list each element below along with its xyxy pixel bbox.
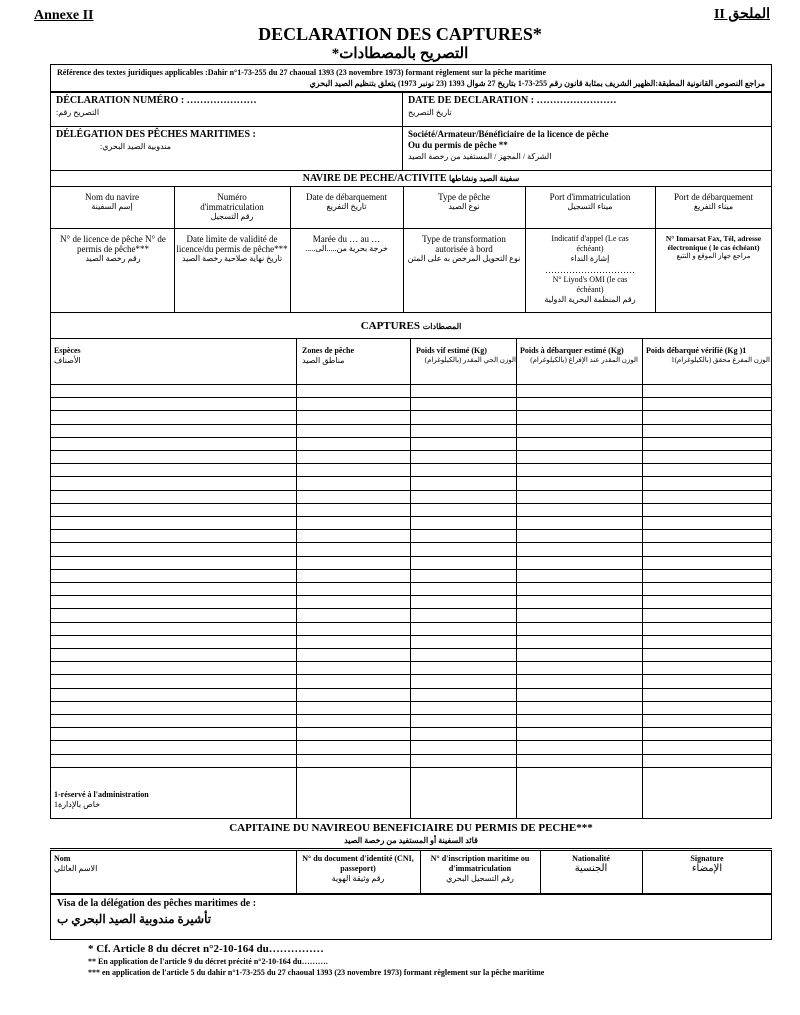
captures-col-poids-verifie-ar: الوزن المفرغ محقق (بالكيلوغرام)1 <box>671 356 770 364</box>
navire-transformation-ar: نوع التحويل المرخص به على المتن <box>407 254 521 263</box>
annex-label-ar: الملحق II <box>713 7 770 22</box>
declaration-numero: DÉCLARATION NUMÉRO : ………………… <box>56 95 257 106</box>
captures-table-row-line <box>50 582 772 583</box>
captures-table-row-line <box>50 740 772 741</box>
delegation-label-ar: مندوبية الصيد البحري: <box>100 142 172 151</box>
navire-indicatif-cell <box>525 234 655 304</box>
captures-table-row-line <box>50 701 772 702</box>
captures-table-row-line <box>50 490 772 491</box>
capitaine-title-fr: CAPITAINE DU NAVIREOU BENEFICIAIRE DU PERMIS DE PECHE*** <box>229 822 593 834</box>
navire-port-deb-fr: Port de débarquement <box>674 192 753 202</box>
navire-date-deb-ar: تاريخ التفريغ <box>326 202 367 211</box>
capitaine-col-nationalite-ar: الجنسية <box>574 863 608 874</box>
navire-inmarsat-cell <box>657 234 770 261</box>
captures-table-row-line <box>50 569 772 570</box>
captures-table-row-line <box>50 635 772 636</box>
navire-omi-fr: N° Liyod's OMI (le cas échéant) <box>552 275 628 294</box>
captures-table-row-line <box>50 424 772 425</box>
navire-licence-fr: N° de licence de pêche N° de permis de pêche*** <box>60 234 166 254</box>
captures-table-row-line <box>50 595 772 596</box>
captures-table-row-line <box>50 754 772 755</box>
captures-table-row-line <box>50 516 772 517</box>
captures-table-row-line <box>50 503 772 504</box>
societe-label-2: Ou du permis de pêche ** <box>408 140 508 150</box>
reference-ar: مراجع النصوص القانونية المطبقة:الظهير الشريف بمثابة قانون رقم 255-73-1 بتاريخ 27 شوال 1393 (23 نونبر 1973) يتعلق بتنظيم الصيد البحري <box>309 79 765 88</box>
capitaine-col-nationalite-fr: Nationalité <box>572 854 610 863</box>
navire-type-peche-cell <box>403 192 525 211</box>
captures-col-zones-fr: Zones de pêche <box>302 346 354 355</box>
captures-table-row-line <box>50 529 772 530</box>
capitaine-col-inscription-fr: N° d'inscription maritime ou d'immatriculation <box>430 854 530 873</box>
reference-fr: Référence des textes juridiques applicables :Dahir n°1-73-255 du 27 chaoual 1393 (23 novembre 1973) formant règlement sur la pêche maritime <box>57 68 546 77</box>
navire-port-deb-cell <box>655 192 772 211</box>
societe-label-ar: الشركة / المجهز / المستفيد من رخصة الصيد <box>408 152 552 161</box>
captures-col-zones <box>302 346 402 365</box>
captures-col-especes-ar: الأصناف <box>54 356 81 365</box>
captures-table-row-line <box>50 688 772 689</box>
captures-table-row-line <box>50 384 772 385</box>
delegation-label: DÉLÉGATION DES PÊCHES MARITIMES : <box>56 129 256 140</box>
navire-indicatif-ar: إشارة النداء <box>570 254 610 263</box>
navire-title-fr: NAVIRE DE PECHE/ACTIVITE <box>302 173 447 184</box>
navire-transformation-fr: Type de transformation autorisée à bord <box>422 234 506 254</box>
capitaine-title-ar: قائد السفينة أو المستفيد من رخصة الصيد <box>344 836 478 845</box>
navire-immat-fr: Numéro d'immatriculation <box>200 192 264 212</box>
captures-table-row-line <box>50 622 772 623</box>
navire-port-immat-ar: ميناء التسجيل <box>567 202 613 211</box>
declaration-numero-ar: التصريح رقم: <box>56 108 100 117</box>
title-ar: التصريح بالمصطادات* <box>331 46 469 62</box>
navire-validite-fr: Date limite de validité de licence/du permis de pêche*** <box>176 234 288 254</box>
reserve-administration-ar: خاص بالإدارة1 <box>54 800 101 809</box>
reserve-administration-fr: 1-réservé à l'administration <box>54 790 149 799</box>
capitaine-col-nom-ar: الاسم العائلي <box>54 864 98 873</box>
footnote-2: ** En application de l'article 9 du décret précité n°2-10-164 du………. <box>88 957 328 966</box>
capitaine-col-nationalite <box>540 854 642 873</box>
capitaine-col-cni-fr: N° du document d'identité (CNI, passeport) <box>302 854 414 873</box>
navire-licence-ar: رقم رخصة الصيد <box>85 254 141 263</box>
captures-table-row-line <box>50 410 772 411</box>
captures-table-row-line <box>50 714 772 715</box>
navire-port-deb-ar: ميناء التفريغ <box>693 202 734 211</box>
captures-col-poids-vif-fr: Poids vif estimé (Kg) <box>416 346 487 355</box>
navire-port-immat-fr: Port d'immatriculation <box>549 192 631 202</box>
annex-label-fr: Annexe II <box>34 8 94 23</box>
societe-label-1: Société/Armateur/Bénéficiaire de la licence de pêche <box>408 129 609 139</box>
captures-title <box>50 320 772 332</box>
captures-col-poids-vif <box>416 346 516 365</box>
captures-col-poids-verifie-fr: Poids débarqué vérifié (Kg )1 <box>646 346 747 355</box>
captures-table-row-line <box>50 556 772 557</box>
navire-port-immat-cell <box>525 192 655 211</box>
capitaine-col-nom <box>54 854 124 873</box>
navire-inmarsat-fr: N° Inmarsat Fax, Tél, adresse électronique ( le cas échéant) <box>665 234 762 252</box>
navire-nom-cell <box>50 192 174 211</box>
captures-title-fr: CAPTURES <box>360 320 420 332</box>
navire-title <box>50 173 772 184</box>
capitaine-col-nom-fr: Nom <box>54 854 71 863</box>
navire-nom-ar: إسم السفينة <box>91 202 133 211</box>
capitaine-col-cni-ar: رقم وثيقة الهوية <box>331 874 385 883</box>
captures-table-row-line <box>50 542 772 543</box>
captures-col-especes <box>54 346 294 365</box>
captures-table-row-line <box>50 661 772 662</box>
visa-fr: Visa de la délégation des pêches maritimes de : <box>57 898 257 909</box>
declaration-date-ar: تاريخ التصريح <box>408 108 452 117</box>
navire-validite-ar: تاريخ نهاية صلاحية رخصة الصيد <box>181 254 283 263</box>
captures-table-row-line <box>50 727 772 728</box>
navire-type-peche-fr: Type de pêche <box>438 192 490 202</box>
captures-table-row-line <box>50 397 772 398</box>
navire-licence-cell <box>54 234 172 263</box>
captures-table-row-line <box>50 437 772 438</box>
captures-col-zones-ar: مناطق الصيد <box>302 356 345 365</box>
captures-col-poids-verifie <box>646 346 770 365</box>
navire-maree-ar: خرجة بحرية من.....الى..... <box>305 244 388 253</box>
captures-table-row-line <box>50 674 772 675</box>
captures-table-row-line <box>50 450 772 451</box>
navire-title-ar: سفينة الصيد ونشاطها <box>449 174 520 183</box>
captures-table-row-line <box>50 476 772 477</box>
captures-table-row-line <box>50 608 772 609</box>
reference-box <box>50 64 772 92</box>
captures-table-row-line <box>50 463 772 464</box>
navire-indicatif-dots: ………………………… <box>545 265 635 275</box>
reserve-administration <box>54 790 149 809</box>
captures-table-row-line <box>50 767 772 768</box>
captures-col-poids-debarquer <box>520 346 638 365</box>
navire-nom-fr: Nom du navire <box>85 192 139 202</box>
captures-table-row-line <box>50 648 772 649</box>
capitaine-col-signature-ar: الإمضاء <box>691 863 723 874</box>
navire-validite-cell <box>176 234 288 263</box>
navire-immat-ar: رقم التسجيل <box>210 212 254 221</box>
navire-transformation-cell <box>403 234 525 263</box>
capitaine-col-signature <box>642 854 772 873</box>
visa-box <box>50 894 772 940</box>
captures-col-poids-vif-ar: الوزن الحي المقدر (بالكيلوغرام) <box>424 356 516 364</box>
title-fr: DECLARATION DES CAPTURES* <box>258 24 542 44</box>
captures-col-poids-debarquer-fr: Poids à débarquer estimé (Kg) <box>520 346 624 355</box>
captures-col-especes-fr: Espèces <box>54 346 81 355</box>
captures-title-ar: المصطادات <box>422 322 462 331</box>
capitaine-col-inscription <box>420 854 540 883</box>
navire-omi-ar: رقم المنظمة البحرية الدولية <box>544 295 636 304</box>
declaration-date: DATE DE DECLARATION : …………………… <box>408 95 617 106</box>
navire-inmarsat-ar: مراجع جهاز الموقع و التتبع <box>676 252 751 260</box>
capitaine-col-cni <box>296 854 420 883</box>
captures-col-poids-debarquer-ar: الوزن المقدر عند الإفراغ (بالكيلوغرام) <box>530 356 638 364</box>
navire-type-peche-ar: نوع الصيد <box>448 202 480 211</box>
navire-date-deb-cell <box>290 192 403 211</box>
navire-indicatif-fr: Indicatif d'appel (Le cas échéant) <box>551 234 629 253</box>
navire-maree-fr: Marée du … au … <box>312 234 381 244</box>
navire-maree-cell <box>290 234 403 253</box>
navire-immat-cell <box>174 192 290 221</box>
footnote-3: *** en application de l'article 5 du dahir n°1-73-255 du 27 chaoual 1393 (23 novembre 1973) formant règlement sur la pêche maritime <box>88 968 545 977</box>
capitaine-col-signature-fr: Signature <box>690 854 724 863</box>
navire-date-deb-fr: Date de débarquement <box>306 192 387 202</box>
capitaine-col-inscription-ar: رقم التسجيل البحري <box>446 874 514 883</box>
footnote-1: * Cf. Article 8 du décret n°2-10-164 du…………… <box>88 943 324 955</box>
visa-ar: تأشيرة مندوبية الصيد البحري ب <box>57 912 212 926</box>
